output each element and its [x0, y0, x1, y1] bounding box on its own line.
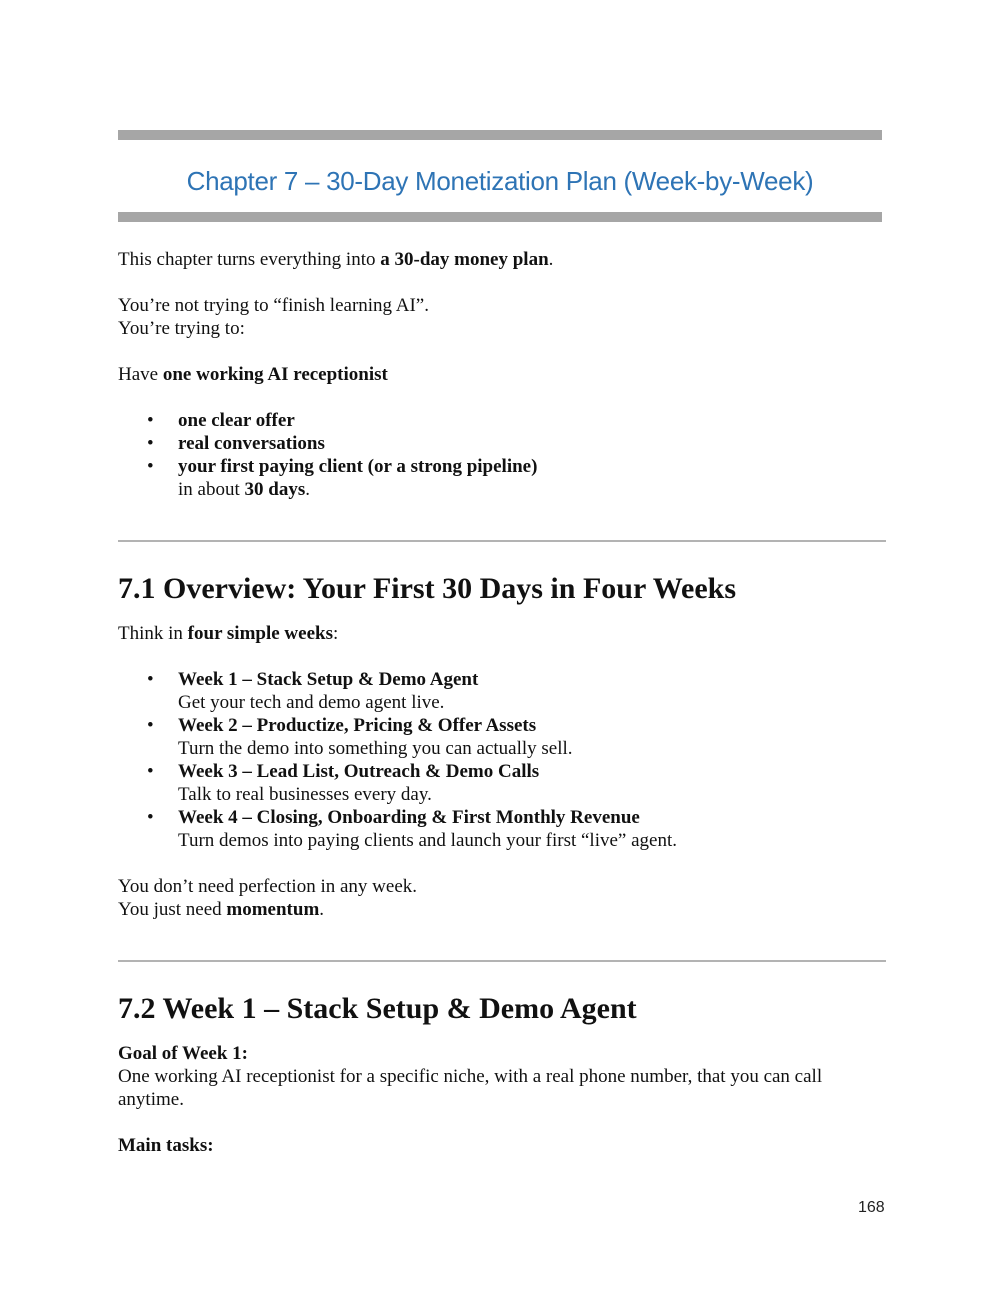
- momentum-punct: .: [319, 899, 325, 920]
- think-text: Think in: [118, 623, 188, 644]
- week-title: Week 4 – Closing, Onboarding & First Monthly Revenue: [178, 807, 640, 828]
- goals-list: [118, 409, 888, 501]
- goal-text: One working AI receptionist for a specific niche, with a real phone number, that you can call anytime.: [118, 1066, 823, 1110]
- have-line: [118, 363, 888, 386]
- bullet-icon: •: [147, 433, 154, 454]
- week-title: Week 2 – Productize, Pricing & Offer Assets: [178, 715, 537, 736]
- list-item-text: one clear offer: [178, 410, 295, 431]
- perfection-line: You don’t need perfection in any week.: [118, 876, 418, 897]
- momentum-emphasis: momentum: [226, 899, 320, 920]
- week-item: [147, 714, 888, 760]
- list-item-text: real conversations: [178, 433, 325, 454]
- chapter-top-bar: [118, 130, 882, 140]
- think-line: [118, 622, 888, 645]
- intro-text: This chapter turns everything into: [118, 249, 381, 270]
- momentum-line: [118, 898, 888, 921]
- bullet-icon: •: [147, 456, 154, 477]
- tasks-label-text: Main tasks:: [118, 1135, 214, 1156]
- page-number: 168: [858, 1199, 885, 1216]
- week-item: [147, 760, 888, 806]
- list-item: [147, 409, 888, 432]
- have-emphasis: one working AI receptionist: [162, 364, 388, 385]
- not-trying-line: You’re not trying to “finish learning AI”.: [118, 295, 429, 316]
- bullet-icon: •: [147, 669, 154, 690]
- intro-paragraph: [118, 248, 888, 271]
- think-punct: :: [332, 623, 339, 644]
- tail-punct: .: [305, 479, 310, 500]
- week-desc: Talk to real businesses every day.: [178, 784, 432, 805]
- section-heading-7-2: 7.2 Week 1 – Stack Setup & Demo Agent: [118, 992, 637, 1025]
- week-title: Week 1 – Stack Setup & Demo Agent: [178, 669, 479, 690]
- tail-emphasis: 30 days: [244, 479, 306, 500]
- week-desc: Get your tech and demo agent live.: [178, 692, 445, 713]
- week-title: Week 3 – Lead List, Outreach & Demo Calls: [178, 761, 540, 782]
- bullet-icon: •: [147, 715, 154, 736]
- chapter-bottom-bar: [118, 212, 882, 222]
- week-desc: Turn demos into paying clients and launch your first “live” agent.: [178, 830, 678, 851]
- week-desc: Turn the demo into something you can actually sell.: [178, 738, 573, 759]
- week-item: [147, 806, 888, 852]
- list-item-text: your first paying client (or a strong pipeline): [178, 456, 538, 477]
- goal-label: [118, 1042, 888, 1065]
- tail-text: in about: [178, 479, 245, 500]
- intro-punct: .: [548, 249, 554, 270]
- section-heading-7-1: 7.1 Overview: Your First 30 Days in Four Weeks: [118, 572, 737, 605]
- bullet-icon: •: [147, 761, 154, 782]
- week-item: [147, 668, 888, 714]
- bullet-icon: •: [147, 807, 154, 828]
- list-item: [147, 432, 888, 455]
- weeks-list: [118, 668, 888, 852]
- goal-label-text: Goal of Week 1:: [118, 1043, 249, 1064]
- chapter-title: Chapter 7 – 30-Day Monetization Plan (Week-by-Week): [186, 166, 814, 196]
- have-text: Have: [118, 364, 163, 385]
- tasks-label: [118, 1134, 888, 1157]
- list-item: [147, 455, 888, 501]
- bullet-icon: •: [147, 410, 154, 431]
- think-emphasis: four simple weeks: [187, 623, 333, 644]
- page-body: [118, 248, 888, 1157]
- intro-emphasis: a 30-day money plan: [380, 249, 549, 270]
- trying-to-line: You’re trying to:: [118, 318, 245, 339]
- momentum-text: You just need: [118, 899, 227, 920]
